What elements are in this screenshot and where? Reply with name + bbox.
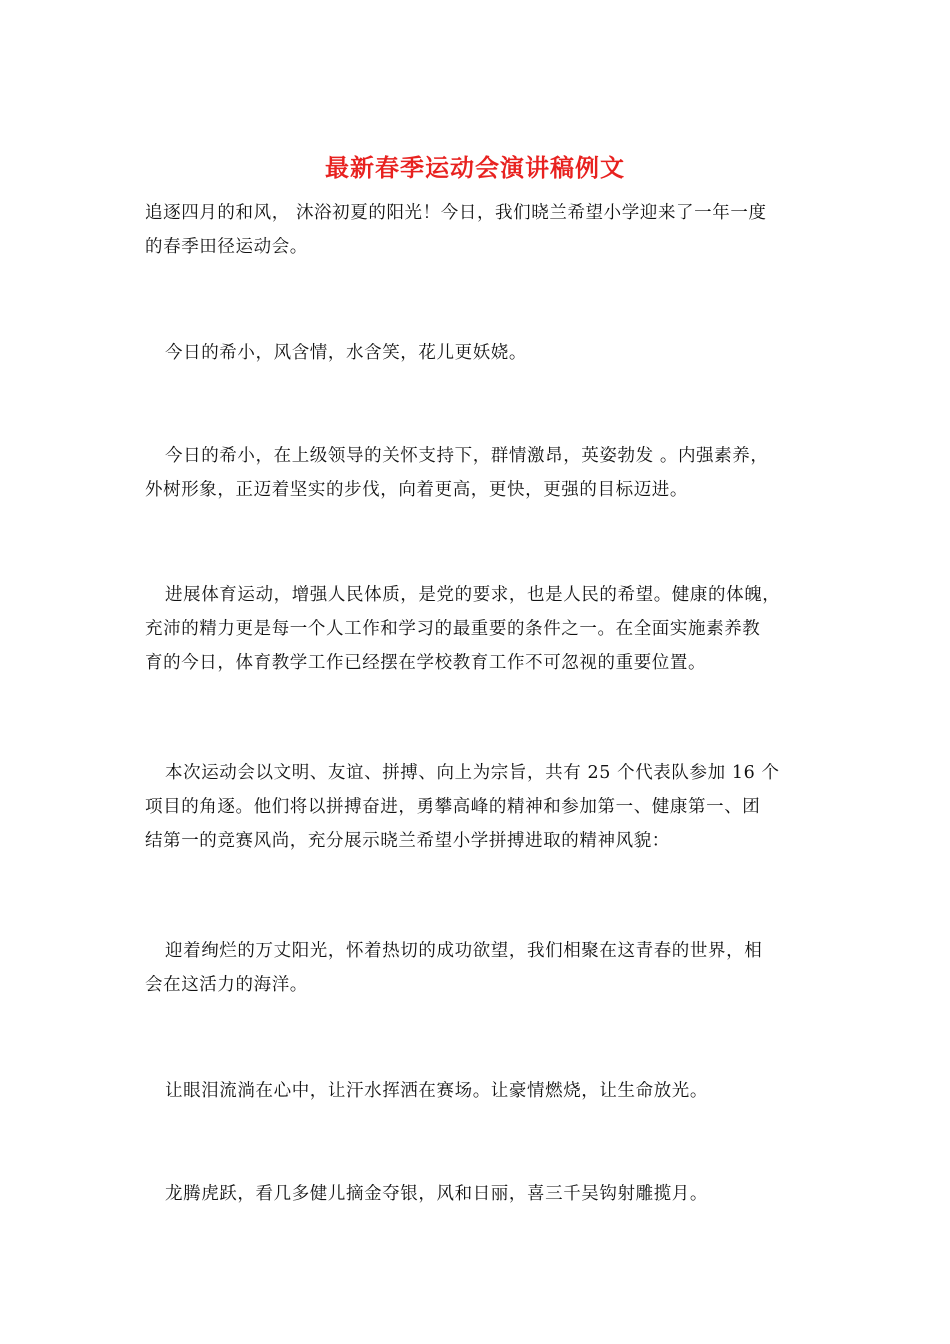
paragraph-line: 迎着绚烂的万丈阳光，怀着热切的成功欲望，我们相聚在这青春的世界，相 xyxy=(165,941,763,961)
paragraph-line: 充沛的精力更是每一个人工作和学习的最重要的条件之一。在全面实施素养教 xyxy=(145,619,761,639)
paragraph-line: 让眼泪流淌在心中，让汗水挥洒在赛场。让豪情燃烧，让生命放光。 xyxy=(165,1081,708,1101)
paragraph-line: 会在这活力的海洋。 xyxy=(145,975,308,995)
paragraph-4 xyxy=(145,578,810,680)
paragraph-line: 育的今日，体育教学工作已经摆在学校教育工作不可忽视的重要位置。 xyxy=(145,653,707,673)
paragraph-7 xyxy=(145,1074,810,1108)
paragraph-line: 外树形象，正迈着坚实的步伐，向着更高，更快，更强的目标迈进。 xyxy=(145,480,688,500)
paragraph-line: 的春季田径运动会。 xyxy=(145,237,308,257)
paragraph-line: 今日的希小，风含情，水含笑，花儿更妖娆。 xyxy=(165,343,527,363)
paragraph-line: 今日的希小，在上级领导的关怀支持下，群情激昂，英姿勃发 。内强素养， xyxy=(165,446,769,466)
paragraph-line: 进展体育运动，增强人民体质，是党的要求，也是人民的希望。健康的体魄， xyxy=(165,585,781,605)
paragraph-line: 项目的角逐。他们将以拼搏奋进，勇攀高峰的精神和参加第一、健康第一、团 xyxy=(145,797,761,817)
paragraph-line: 龙腾虎跃，看几多健儿摘金夺银，风和日丽，喜三千吴钩射雕揽月。 xyxy=(165,1184,708,1204)
paragraph-8 xyxy=(145,1177,810,1211)
paragraph-2 xyxy=(145,336,810,370)
paragraph-6 xyxy=(145,934,810,1002)
paragraph-line: 追逐四月的和风， 沐浴初夏的阳光！今日，我们晓兰希望小学迎来了一年一度 xyxy=(145,203,767,223)
paragraph-5 xyxy=(145,756,810,858)
paragraph-3 xyxy=(145,439,810,507)
document-title: 最新春季运动会演讲稿例文 xyxy=(325,153,625,182)
paragraph-line: 结第一的竞赛风尚，充分展示晓兰希望小学拼搏进取的精神风貌： xyxy=(145,831,670,851)
paragraph-1 xyxy=(145,196,810,264)
paragraph-line: 本次运动会以文明、友谊、拼搏、向上为宗旨，共有 25 个代表队参加 16 个 xyxy=(165,763,780,783)
